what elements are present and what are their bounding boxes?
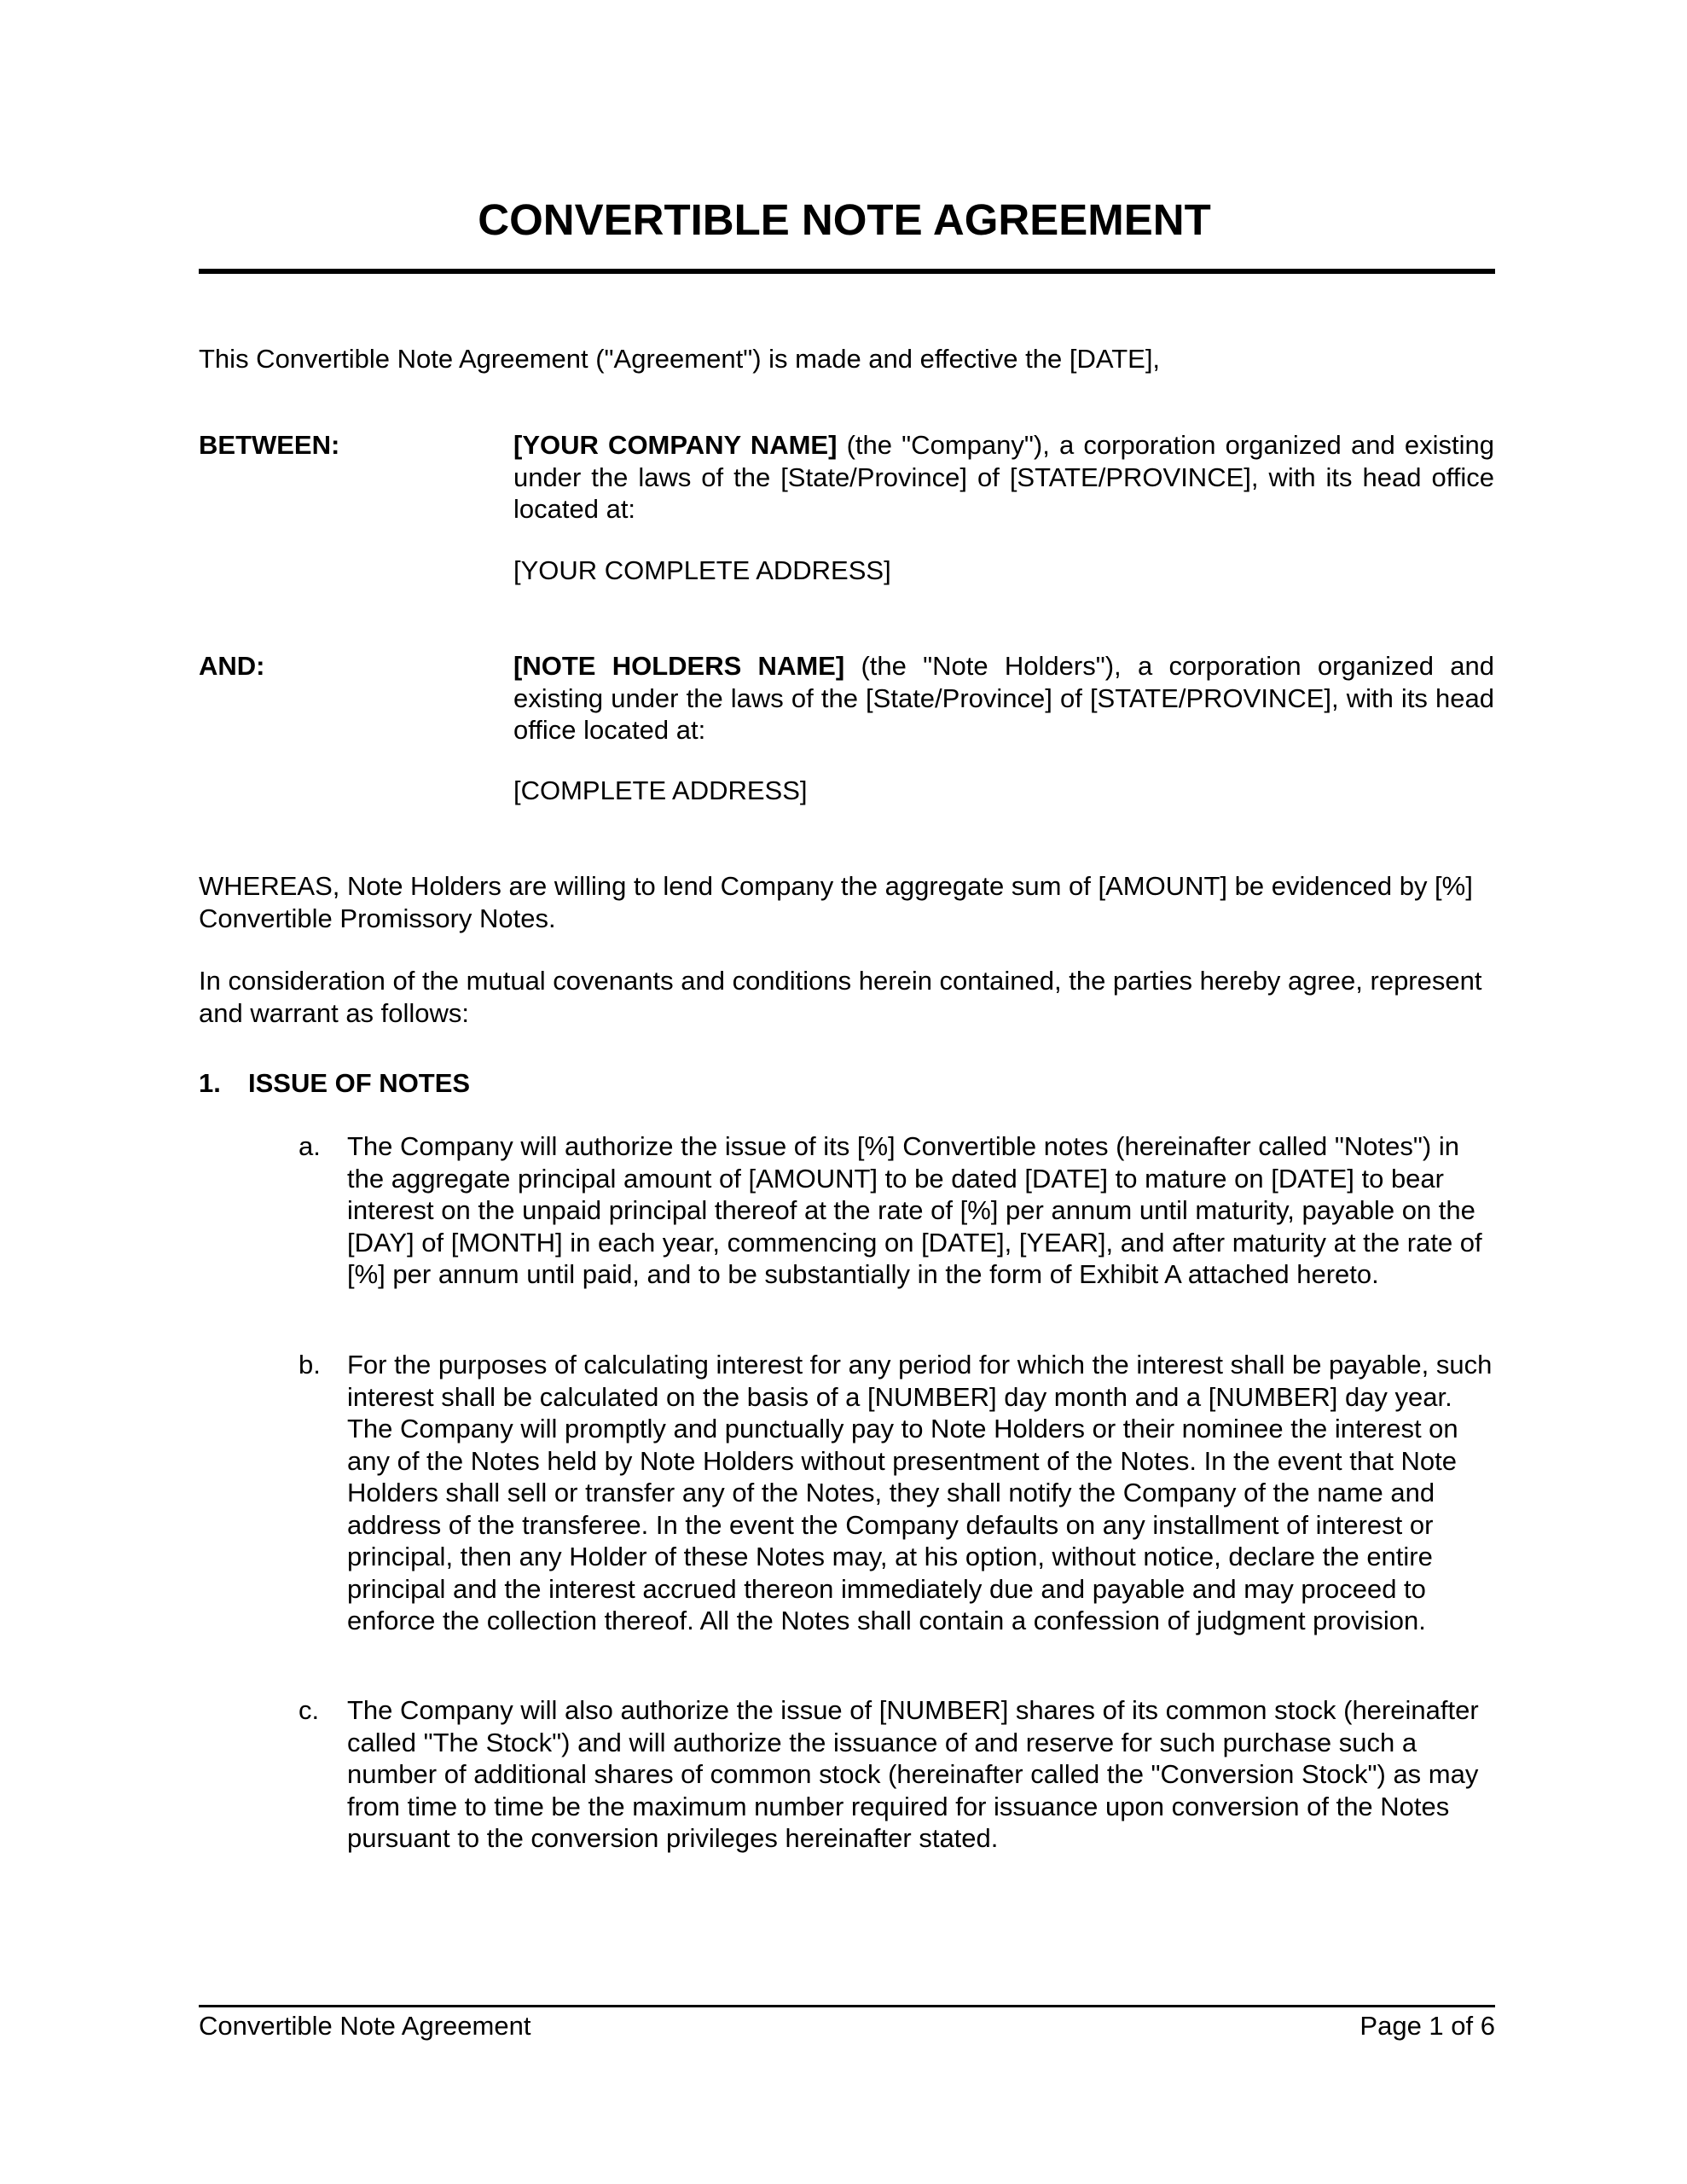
and-label: AND:: [199, 651, 265, 681]
item-letter: b.: [299, 1350, 321, 1380]
note-holders-description: (the "Note Holders"), a corporation organized and existing under the laws of the [State/Province] of [STATE/PROVINCE], with its head office located at:: [513, 651, 1495, 745]
item-paragraph: The Company will also authorize the issue of [NUMBER] shares of its common stock (hereinafter called "The Stock") and will authorize the issuance of and reserve for such purchase such a number of additional shares of common stock (hereinafter called the "Conversion Stock") as may from time to time be the maximum number required for issuance upon conversion of the Notes pursuant to the conversion privileges hereinafter stated.: [347, 1695, 1479, 1853]
company-name: [YOUR COMPANY NAME]: [513, 430, 838, 460]
company-description: (the "Company"), a corporation organized and existing under the laws of the [State/Province] of [STATE/PROVINCE], with its head office located at:: [513, 430, 1494, 524]
document-title: CONVERTIBLE NOTE AGREEMENT: [478, 195, 1211, 244]
whereas-paragraph: WHEREAS, Note Holders are willing to lend Company the aggregate sum of [AMOUNT] be evidenced by [%] Convertible Promissory Notes.: [199, 871, 1473, 933]
section-heading: [199, 1067, 470, 1100]
consideration-paragraph: In consideration of the mutual covenants and conditions herein contained, the parties hereby agree, represent and warrant as follows:: [199, 966, 1482, 1028]
item-paragraph: The Company will authorize the issue of its [%] Convertible notes (hereinafter called "Notes") in the aggregate principal amount of [AMOUNT] to be dated [DATE] to mature on [DATE] to bear interest on the unpaid principal thereof at the rate of [%] per annum until maturity, payable on the [DAY] of [MONTH] in each year, commencing on [DATE], [YEAR], and after maturity at the rate of [%] per annum until paid, and to be substantially in the form of Exhibit A attached hereto.: [347, 1131, 1482, 1289]
page-number: Page 1 of 6: [1359, 2011, 1495, 2041]
company-address: [YOUR COMPLETE ADDRESS]: [513, 555, 891, 585]
note-holders-address: [COMPLETE ADDRESS]: [513, 775, 808, 805]
note-holders-name: [NOTE HOLDERS NAME]: [513, 651, 845, 681]
item-letter: a.: [299, 1131, 321, 1161]
footer-divider: [199, 2005, 1495, 2007]
intro-paragraph: This Convertible Note Agreement ("Agreement") is made and effective the [DATE],: [199, 344, 1161, 374]
item-letter: c.: [299, 1695, 320, 1725]
section-title: ISSUE OF NOTES: [248, 1068, 471, 1098]
section-number: 1.: [199, 1068, 221, 1098]
item-paragraph: For the purposes of calculating interest for any period for which the interest shall be payable, such interest shall be calculated on the basis of a [NUMBER] day month and a [NUMBER] day year. The Company will promptly and punctually pay to Note Holders or their nominee the interest on any of the Notes held by Note Holders without presentment of the Notes. In the event that Note Holders shall sell or transfer any of the Notes, they shall notify the Company of the name and address of the transferee. In the event the Company defaults on any installment of interest or principal, then any Holder of these Notes may, at his option, without notice, declare the entire principal and the interest accrued thereon immediately due and payable and may proceed to enforce the collection thereof. All the Notes shall contain a confession of judgment provision.: [347, 1350, 1493, 1635]
between-label: BETWEEN:: [199, 430, 340, 460]
between-party-paragraph: [513, 429, 1494, 526]
title-divider: [199, 269, 1495, 274]
footer-document-name: Convertible Note Agreement: [199, 2011, 531, 2041]
and-party-paragraph: [513, 650, 1494, 746]
